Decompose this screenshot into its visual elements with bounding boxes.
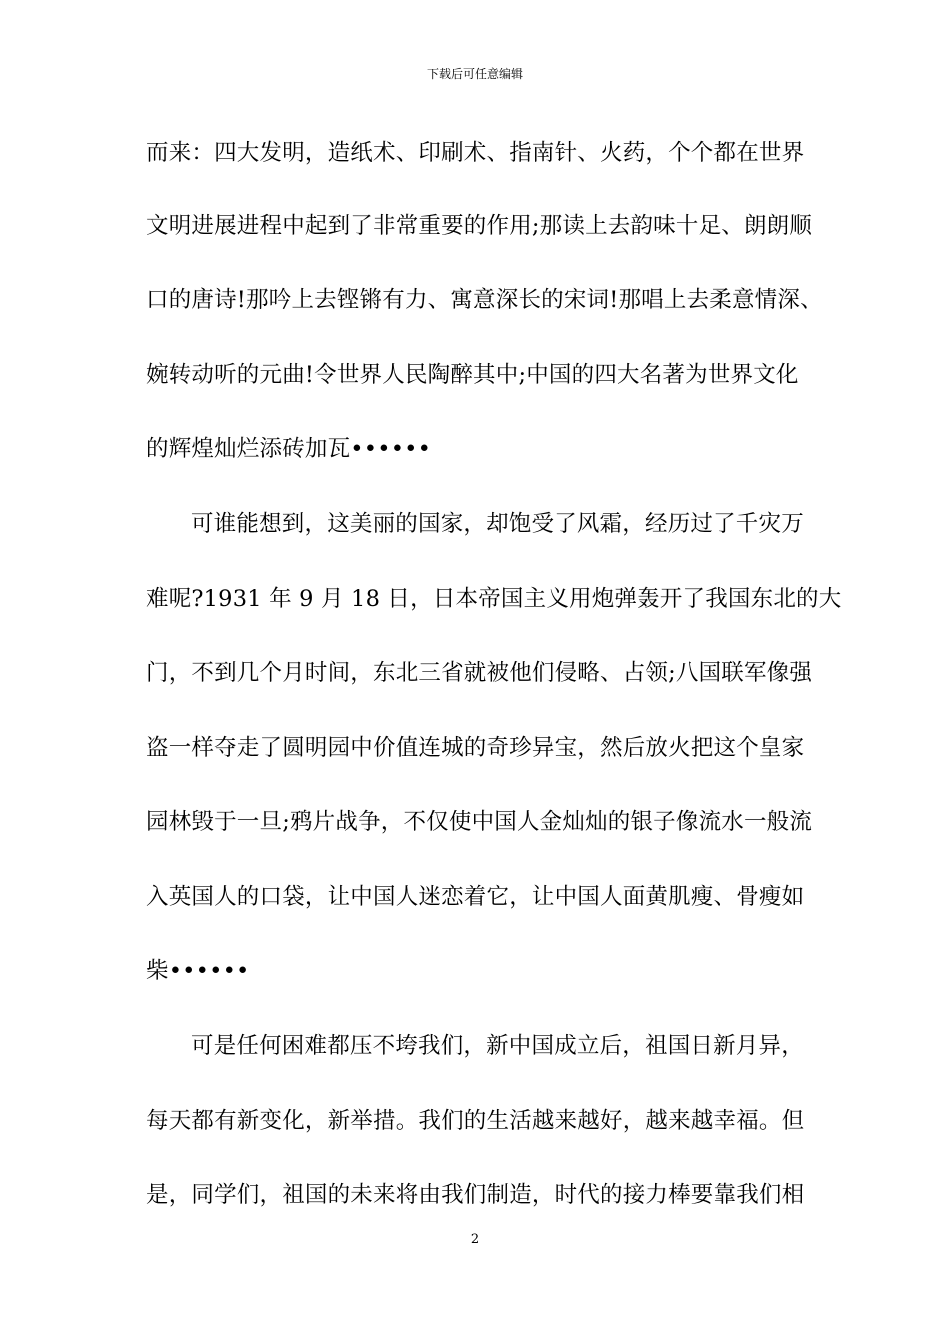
text-line: 园林毁于一旦;鸦片战争，不仅使中国人金灿灿的银子像流水一般流 — [146, 809, 813, 835]
text-line: 的辉煌灿烂添砖加瓦•••••• — [146, 436, 432, 462]
text-line: 口的唐诗!那吟上去铿锵有力、寓意深长的宋词!那唱上去柔意情深、 — [146, 287, 823, 313]
text-line: 可是任何困难都压不垮我们，新中国成立后，祖国日新月异， — [191, 1033, 804, 1059]
text-line: 盗一样夺走了圆明园中价值连城的奇珍异宝，然后放火把这个皇家 — [146, 735, 805, 761]
text-line: 而来：四大发明，造纸术、印刷术、指南针、火药，个个都在世界 — [146, 140, 805, 166]
text-line: 入英国人的口袋，让中国人迷恋着它，让中国人面黄肌瘦、骨瘦如 — [146, 884, 805, 910]
text-line: 柴•••••• — [146, 958, 250, 984]
text-line: 门，不到几个月时间，东北三省就被他们侵略、占领;八国联军像强 — [146, 660, 813, 686]
text-line: 可谁能想到，这美丽的国家，却饱受了风霜，经历过了千灾万 — [191, 511, 804, 537]
text-line: 每天都有新变化，新举措。我们的生活越来越好，越来越幸福。但 — [146, 1108, 805, 1134]
text-line: 文明进展进程中起到了非常重要的作用;那读上去韵味十足、朗朗顺 — [146, 213, 813, 239]
page-header: 下载后可任意编辑 — [426, 67, 523, 81]
page-number: 2 — [470, 1232, 480, 1247]
text-line: 难呢?1931 年 9 月 18 日，日本帝国主义用炮弹轰开了我国东北的大 — [146, 586, 842, 612]
text-line: 是，同学们，祖国的未来将由我们制造，时代的接力棒要靠我们相 — [146, 1182, 805, 1208]
text-line: 婉转动听的元曲!令世界人民陶醉其中;中国的四大名著为世界文化 — [146, 362, 799, 388]
